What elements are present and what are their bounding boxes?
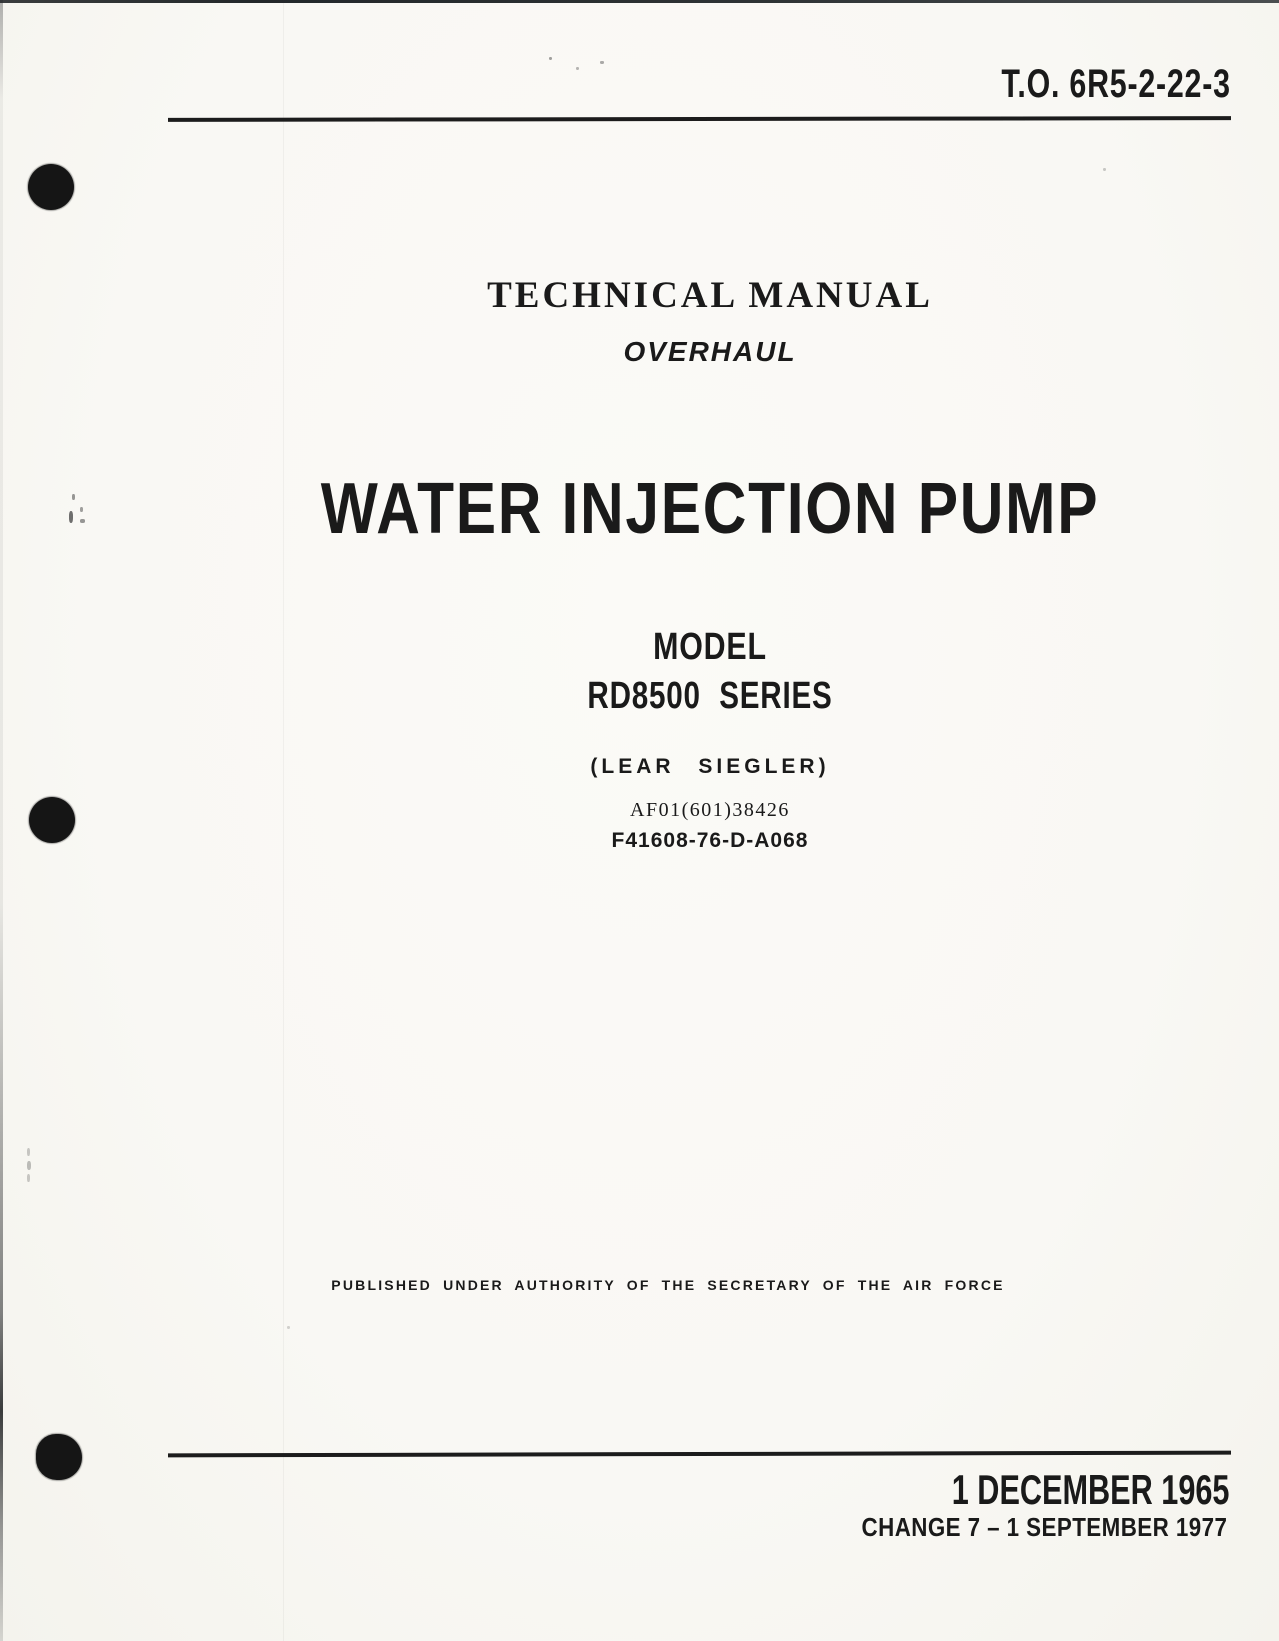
hole-punch	[28, 164, 74, 210]
equipment-title: WATER INJECTION PUMP	[320, 469, 1100, 549]
scan-speck	[27, 1148, 30, 1156]
scan-left-edge	[0, 0, 3, 1641]
scan-speck	[576, 67, 579, 70]
contract-number-2: F41608-76-D-A068	[611, 829, 809, 852]
scan-speck	[27, 1161, 31, 1170]
scan-speck	[1103, 168, 1106, 171]
scan-speck	[80, 519, 85, 523]
model-series: RD8500 SERIES	[587, 675, 833, 717]
hole-punch	[29, 797, 75, 843]
issue-date: 1 DECEMBER 1965	[951, 1466, 1229, 1513]
change-notice: CHANGE 7 – 1 SEPTEMBER 1977	[861, 1512, 1227, 1542]
scan-speck	[80, 507, 83, 512]
model-label: MODEL	[653, 626, 767, 668]
scan-speck	[72, 494, 75, 500]
manufacturer-name: (LEAR SIEGLER)	[590, 755, 830, 778]
footer-rule	[168, 1451, 1231, 1458]
scan-speck	[69, 511, 73, 523]
technical-order-number: T.O. 6R5-2-22-3	[1001, 62, 1231, 106]
scan-speck	[27, 1174, 30, 1182]
scan-speck	[549, 57, 552, 60]
document-heading: TECHNICAL MANUAL	[487, 275, 933, 316]
document-subheading: OVERHAUL	[623, 336, 797, 367]
hole-punch	[36, 1434, 82, 1480]
contract-number-1: AF01(601)38426	[630, 799, 790, 821]
scan-speck	[287, 1326, 290, 1329]
header-rule	[168, 116, 1231, 122]
scan-speck	[600, 61, 604, 64]
authority-statement: PUBLISHED UNDER AUTHORITY OF THE SECRETARY OF THE AIR FORCE	[331, 1277, 1005, 1293]
scan-top-edge	[0, 0, 1279, 3]
